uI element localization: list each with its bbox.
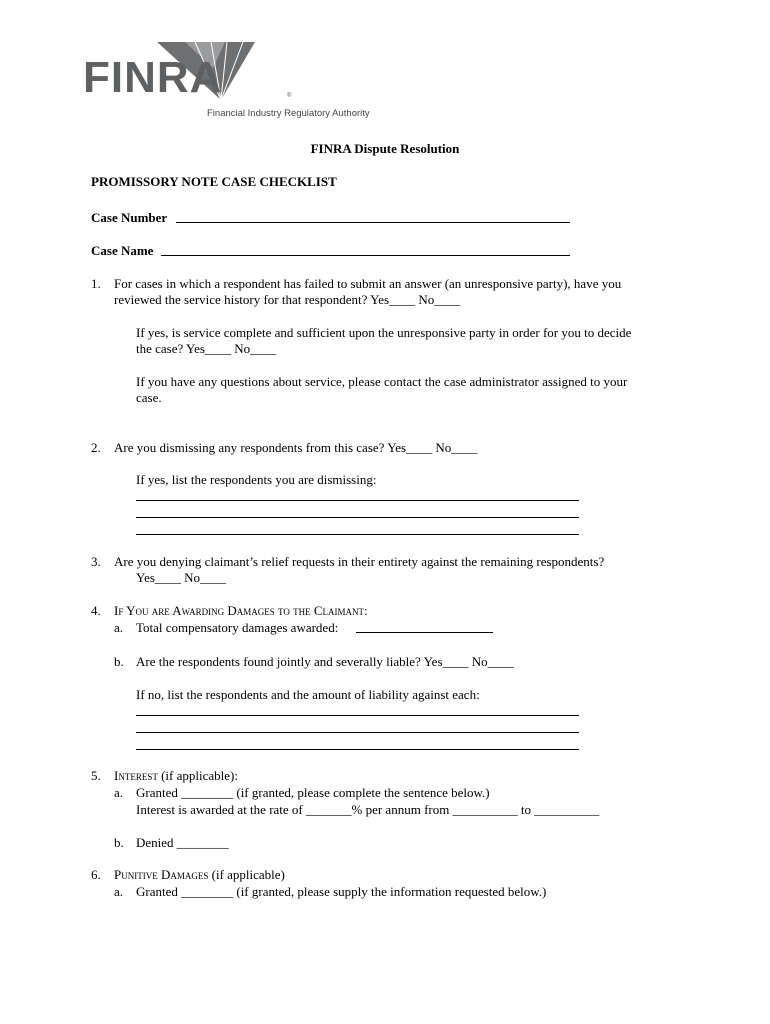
q2-text[interactable]: Are you dismissing any respondents from this case? Yes____ No____ xyxy=(114,440,478,455)
q4b-text[interactable]: Are the respondents found jointly and severally liable? Yes____ No____ xyxy=(136,654,514,669)
q5b-label: b. xyxy=(114,835,124,850)
q5-number: 5. xyxy=(91,768,101,783)
q4a-text: Total compensatory damages awarded: xyxy=(136,620,339,635)
q2-list-prompt: If yes, list the respondents you are dismissing: xyxy=(136,472,377,487)
q1-followup-line1: If yes, is service complete and sufficient upon the unresponsive party in order for you to decide xyxy=(136,325,632,340)
case-name-label: Case Name xyxy=(91,243,154,258)
q1-number: 1. xyxy=(91,276,101,291)
finra-logo xyxy=(83,40,383,125)
logo-wordmark: FINRA xyxy=(83,53,223,102)
q1-text-line2[interactable]: reviewed the service history for that respondent? Yes____ No____ xyxy=(114,292,461,307)
q3-text-line2[interactable]: Yes____ No____ xyxy=(136,570,227,585)
compensatory-damages-field[interactable] xyxy=(356,632,493,633)
q4-answer-line-3[interactable] xyxy=(136,749,579,750)
q6a-label: a. xyxy=(114,884,124,899)
q5-heading-suffix: (if applicable): xyxy=(161,768,238,783)
q4b-subprompt: If no, list the respondents and the amount of liability against each: xyxy=(136,687,480,702)
q4-number: 4. xyxy=(91,603,101,618)
q5a-text[interactable]: Granted ________ (if granted, please complete the sentence below.) xyxy=(136,785,490,800)
q2-answer-line-2[interactable] xyxy=(136,517,579,518)
checklist-heading: PROMISSORY NOTE CASE CHECKLIST xyxy=(91,174,337,189)
q4b-label: b. xyxy=(114,654,124,669)
q4-heading-text: If You are Awarding Damages to the Claimant xyxy=(114,603,365,618)
q4-heading: If You are Awarding Damages to the Claimant: xyxy=(114,603,368,618)
q6-heading-suffix: (if applicable) xyxy=(211,867,285,882)
q3-text-line1: Are you denying claimant’s relief requests in their entirety against the remaining respondents? xyxy=(114,554,605,569)
q6a-text[interactable]: Granted ________ (if granted, please supply the information requested below.) xyxy=(136,884,547,899)
q4-answer-line-1[interactable] xyxy=(136,715,579,716)
logo-tagline: Financial Industry Regulatory Authority xyxy=(207,108,370,119)
document-title: FINRA Dispute Resolution xyxy=(310,141,460,156)
q2-answer-line-1[interactable] xyxy=(136,500,579,501)
q5-heading xyxy=(114,768,238,785)
q4-answer-line-2[interactable] xyxy=(136,732,579,733)
q2-number: 2. xyxy=(91,440,101,455)
q5a-interest-sentence[interactable]: Interest is awarded at the rate of _______% per annum from __________ to __________ xyxy=(136,802,600,817)
q6-heading xyxy=(114,867,285,884)
case-name-field[interactable] xyxy=(161,255,570,256)
q5b-text[interactable]: Denied ________ xyxy=(136,835,229,850)
q1-followup-line2[interactable]: the case? Yes____ No____ xyxy=(136,341,277,356)
q6-number: 6. xyxy=(91,867,101,882)
case-number-label: Case Number xyxy=(91,210,168,225)
q3-number: 3. xyxy=(91,554,101,569)
case-number-field[interactable] xyxy=(176,222,570,223)
q2-answer-line-3[interactable] xyxy=(136,534,579,535)
logo-registered-mark: ® xyxy=(287,93,292,99)
q1-note-line2: case. xyxy=(136,390,162,405)
q6-heading-text: Punitive Damages xyxy=(114,867,209,882)
q1-text-line1: For cases in which a respondent has failed to submit an answer (an unresponsive party), have you xyxy=(114,276,622,291)
q5a-label: a. xyxy=(114,785,124,800)
q1-note-line1: If you have any questions about service, please contact the case administrator assigned to your xyxy=(136,374,628,389)
q5-heading-text: Interest xyxy=(114,768,158,783)
q4a-label: a. xyxy=(114,620,124,635)
